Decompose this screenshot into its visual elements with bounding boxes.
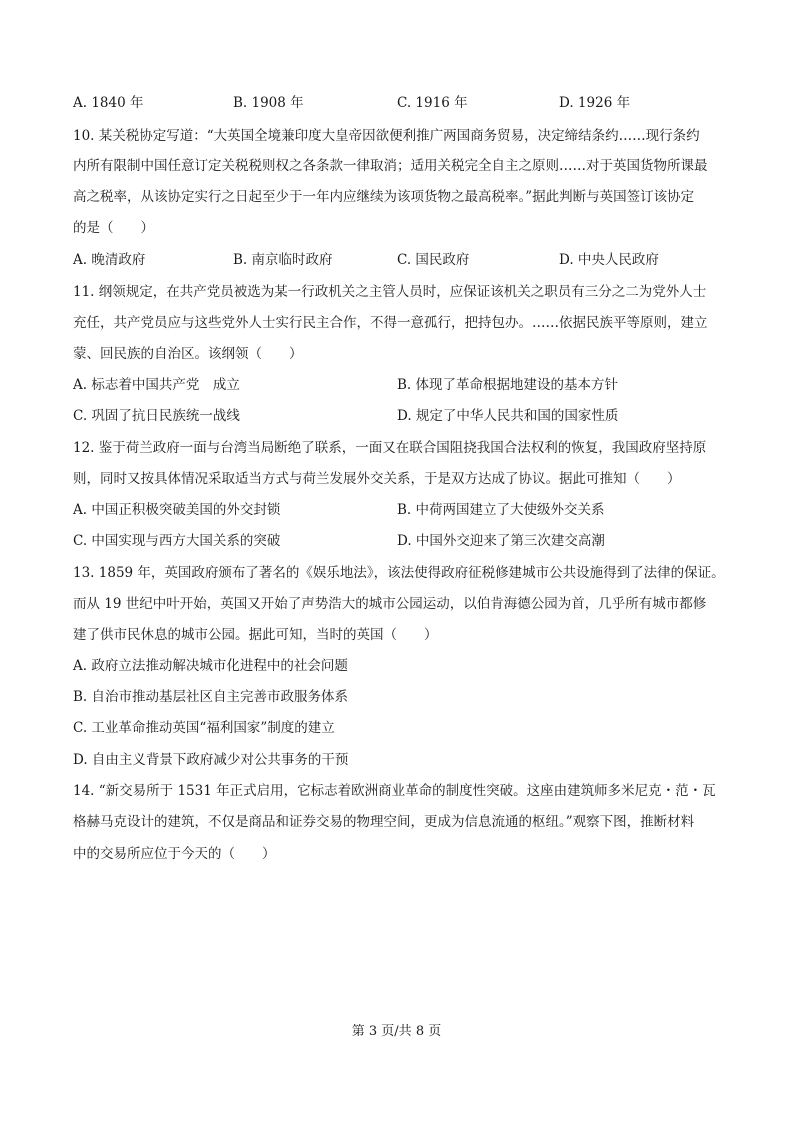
q10-stem-line-2: 内所有限制中国任意订定关税税则权之各条款一律取消；适用关税完全自主之原则……对于英国货物所课最 [73,158,708,174]
q11-option-d: D. 规定了中华人民共和国的国家性质 [397,408,619,424]
q10-option-a: A. 晚清政府 [73,252,146,268]
q10-stem-line-3: 高之税率，从该协定实行之日起至少于一年内应继续为该项货物之最高税率。”据此判断与英国签订该协定 [73,189,695,205]
q11-option-b: B. 体现了革命根据地建设的基本方针 [397,377,619,393]
q12-option-d: D. 中国外交迎来了第三次建交高潮 [397,533,605,549]
q13-stem-line-2: 而从 19 世纪中叶开始，英国又开始了声势浩大的城市公园运动，以伯肯海德公园为首，几乎所有城市都修 [73,596,707,612]
q14-stem-line-3: 中的交易所应位于今天的（ ） [73,846,276,862]
q9-option-d: D. 1926 年 [559,95,631,111]
q11-stem-line-3: 蒙、回民族的自治区。该纲领（ ） [73,346,303,362]
q10-option-d: D. 中央人民政府 [559,252,659,268]
q9-option-b: B. 1908 年 [233,95,304,111]
page-number-footer: 第 3 页/共 8 页 [351,1024,442,1039]
q10-stem-line-1: 10. 某关税协定写道：“大英国全境兼印度大皇帝因欲便利推广两国商务贸易，决定缔结条约……现行条约 [73,128,700,144]
q13-stem-line-3: 建了供市民休息的城市公园。据此可知，当时的英国（ ） [73,627,438,643]
q13-option-a: A. 政府立法推动解决城市化进程中的社会问题 [73,658,348,674]
q9-option-c: C. 1916 年 [397,95,468,111]
q14-stem-line-1: 14. “新交易所于 1531 年正式启用，它标志着欧洲商业革命的制度性突破。这座由建筑师多米尼克・范・瓦 [73,783,716,799]
q11-option-c: C. 巩固了抗日民族统一战线 [73,408,240,424]
q12-option-b: B. 中荷两国建立了大使级外交关系 [397,502,605,518]
q12-option-c: C. 中国实现与西方大国关系的突破 [73,533,281,549]
q14-stem-line-2: 格赫马克设计的建筑，不仅是商品和证券交易的物理空间，更成为信息流通的枢纽。”观察下图，推断材料 [73,814,695,830]
q12-stem-line-2: 则，同时又按具体情况采取适当方式与荷兰发展外交关系，于是双方达成了协议。据此可推知（ ） [73,471,681,487]
q12-stem-line-1: 12. 鉴于荷兰政府一面与台湾当局断绝了联系，一面又在联合国阻挠我国合法权利的恢复，我国政府坚持原 [73,440,707,456]
q10-option-b: B. 南京临时政府 [233,252,333,268]
q13-option-c: C. 工业革命推动英国“福利国家”制度的建立 [73,720,335,736]
q13-stem-line-1: 13. 1859 年，英国政府颁布了著名的《娱乐地法》，该法使得政府征税修建城市公共设施得到了法律的保证。 [73,565,725,581]
q9-option-a: A. 1840 年 [73,95,144,111]
q13-option-b: B. 自治市推动基层社区自主完善市政服务体系 [73,689,349,705]
q11-stem-line-1: 11. 纲领规定，在共产党员被选为某一行政机关之主管人员时，应保证该机关之职员有三分之二为党外人士 [73,284,707,300]
q10-option-c: C. 国民政府 [397,252,470,268]
q10-stem-line-4: 的是（ ） [73,220,154,236]
q11-option-a: A. 标志着中国共产党 成立 [73,377,240,393]
q13-option-d: D. 自由主义背景下政府减少对公共事务的干预 [73,752,349,768]
q12-option-a: A. 中国正积极突破美国的外交封锁 [73,502,281,518]
q11-stem-line-2: 充任，共产党员应与这些党外人士实行民主合作，不得一意孤行，把持包办。……依据民族平等原则，建立 [73,315,708,331]
